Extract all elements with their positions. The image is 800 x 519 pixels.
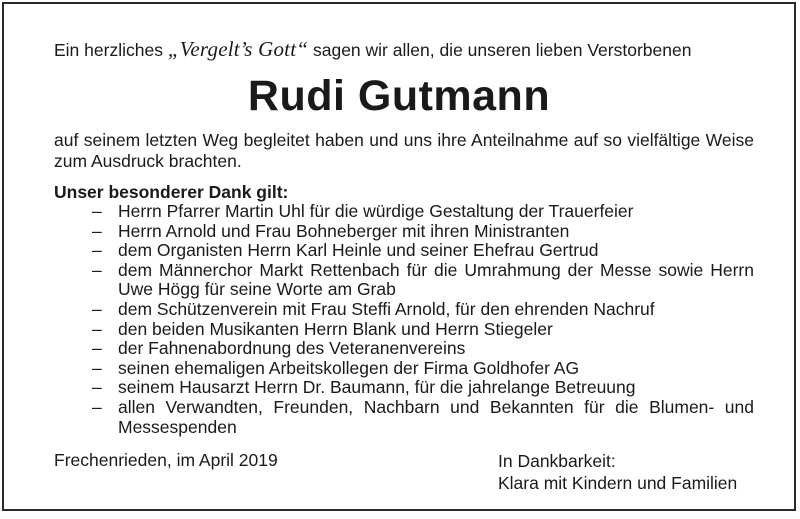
list-item [54, 261, 754, 300]
list-item [54, 222, 754, 242]
signature-line-1: In Dankbarkeit: [498, 451, 616, 471]
special-thanks-heading: Unser besonderer Dank gilt: [54, 182, 289, 202]
list-item-text: seinen ehemaligen Arbeitskollegen der Firma Goldhofer AG [118, 357, 580, 378]
list-item-text: dem Männerchor Markt Rettenbach für die Umrahmung der Messe sowie Herrn Uwe Högg für seine Worte am Grab [118, 259, 754, 300]
intro-after: sagen wir allen, die unseren lieben Verstorbenen [308, 40, 692, 60]
intro-before: Ein herzliches [54, 40, 168, 60]
thanks-text: auf seinem letzten Weg begleitet haben und uns ihre Anteilnahme auf so vielfältige Weise zum Ausdruck brachten. [54, 130, 754, 171]
signature-block [498, 450, 737, 494]
list-item [54, 378, 754, 398]
list-item-text: allen Verwandten, Freunden, Nachbarn und Bekannten für die Blumen- und Messespenden [118, 396, 754, 437]
list-item [54, 339, 754, 359]
list-bullet: – [92, 357, 102, 378]
list-item [54, 202, 754, 222]
list-bullet: – [92, 240, 102, 261]
list-item-text: der Fahnenabordnung des Veteranenvereins [118, 338, 466, 359]
list-item [54, 398, 754, 437]
deceased-name: Rudi Gutmann [247, 72, 551, 120]
special-thanks-list [54, 202, 754, 437]
list-bullet: – [92, 377, 102, 398]
list-bullet: – [92, 338, 102, 359]
list-bullet: – [92, 318, 102, 339]
list-bullet: – [92, 220, 102, 241]
list-item-text: Herrn Pfarrer Martin Uhl für die würdige Gestaltung der Trauerfeier [118, 201, 634, 221]
list-bullet: – [92, 259, 102, 280]
list-item [54, 359, 754, 379]
signature-line-2: Klara mit Kindern und Familien [498, 473, 738, 493]
list-item [54, 300, 754, 320]
list-item-text: den beiden Musikanten Herrn Blank und Herrn Stiegeler [118, 318, 553, 339]
list-item-text: seinem Hausarzt Herrn Dr. Baumann, für die jahrelange Betreuung [118, 377, 636, 398]
list-bullet: – [92, 298, 102, 319]
place-date: Frechenrieden, im April 2019 [54, 450, 278, 470]
list-bullet: – [92, 201, 102, 221]
list-item-text: dem Organisten Herrn Karl Heinle und seiner Ehefrau Gertrud [118, 240, 599, 261]
obituary-notice [2, 2, 796, 511]
list-item-text: dem Schützenverein mit Frau Steffi Arnold, für den ehrenden Nachruf [118, 298, 655, 319]
list-item [54, 320, 754, 340]
list-item [54, 241, 754, 261]
intro-quote: „Vergelt’s Gott“ [167, 37, 309, 61]
intro-line [54, 38, 764, 61]
list-bullet: – [92, 396, 102, 417]
list-item-text: Herrn Arnold und Frau Bohneberger mit ihren Ministranten [118, 220, 570, 241]
